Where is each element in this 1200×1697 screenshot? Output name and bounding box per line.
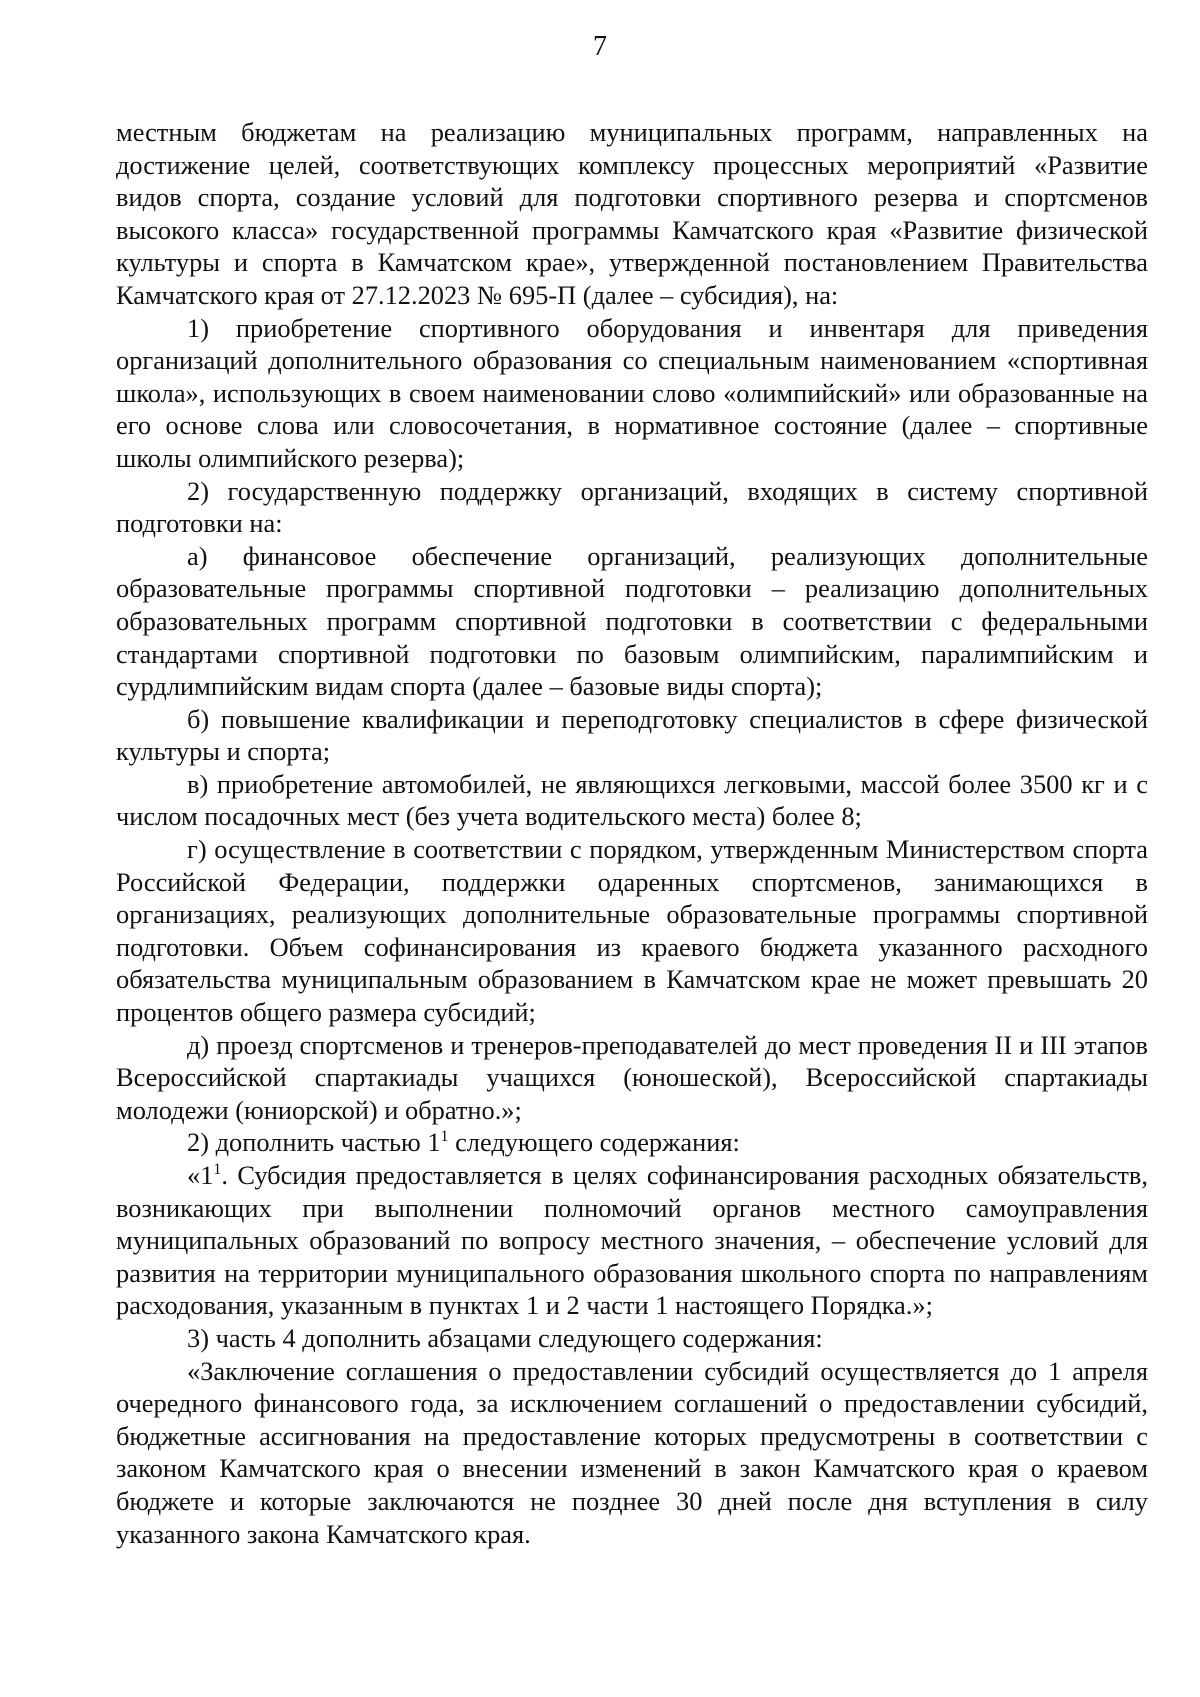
paragraph: [116, 1159, 1148, 1322]
paragraph-text: а) финансовое обеспечение организаций, реализующих дополнительные образовательные программы спортивной подготовки – реализацию дополнительных образовательных программ спортивной подготовки в соответствии с федеральными стандартами спортивной подготовки по базовым олимпийским, паралимпийским и сурдлимпийским видам спорта (далее – базовые виды спорта);: [116, 540, 1148, 702]
paragraph: [116, 703, 1148, 768]
paragraph-text: «Заключение соглашения о предоставлении субсидий осуществляется до 1 апреля очередного финансового года, за исключением соглашений о предоставлении субсидий, бюджетные ассигнования на предоставление которых предусмотрены в соответствии с законом Камчатского края о внесении изменений в закон Камчатского края о краевом бюджете и которые заключаются не позднее 30 дней после дня вступления в силу указанного закона Камчатского края.: [116, 1355, 1148, 1549]
paragraph: [116, 116, 1148, 312]
paragraph-text: 1) приобретение спортивного оборудования и инвентаря для приведения организаций дополнительного образования со специальным наименованием «спортивная школа», использующих в своем наименовании слово «олимпийский» или образованные на его основе слова или словосочетания, в нормативное состояние (далее – спортивные школы олимпийского резерва);: [116, 312, 1148, 473]
paragraph-text: в) приобретение автомобилей, не являющихся легковыми, массой более 3500 кг и с числом посадочных мест (без учета водительского места) более 8;: [116, 768, 1148, 832]
paragraph-text: «1: [187, 1160, 214, 1190]
paragraph: [116, 1029, 1148, 1127]
paragraph: [116, 475, 1148, 540]
superscript-text: 1: [440, 1128, 449, 1146]
page-number: 7: [593, 31, 607, 62]
paragraph: [116, 833, 1148, 1029]
paragraph-text: следующего содержания:: [448, 1127, 740, 1158]
paragraph-text: г) осуществление в соответствии с порядком, утвержденным Министерством спорта Российской Федерации, поддержки одаренных спортсменов, занимающихся в организациях, реализующих дополнительные образовательные программы спортивной подготовки. Объем софинансирования из краевого бюджета указанного расходного обязательства муниципальным образованием в Камчатском крае не может превышать 20 процентов общего размера субсидий;: [116, 834, 1148, 1028]
paragraph-text: . Субсидия предоставляется в целях софинансирования расходных обязательств, возникающих при выполнении полномочий органов местного самоуправления муниципальных образований по вопросу местного значения, – обеспечение условий для развития на территории муниципального образования школьного спорта по направлениям расходования, указанным в пунктах 1 и 2 части 1 настоящего Порядка.»;: [116, 1160, 1148, 1321]
paragraph-text: местным бюджетам на реализацию муниципальных программ, направленных на достижение целей, соответствующих комплексу процессных мероприятий «Развитие видов спорта, создание условий для подготовки спортивного резерва и спортсменов высокого класса» государственной программы Камчатского края «Развитие физической культуры и спорта в Камчатском крае», утвержденной постановлением Правительства Камчатского края от 27.12.2023 № 695-П (далее – субсидия), на:: [116, 117, 1148, 310]
paragraph-text: 3) часть 4 дополнить абзацами следующего содержания:: [187, 1322, 823, 1353]
document-body: [116, 116, 1148, 1550]
paragraph: [116, 540, 1148, 703]
paragraph: [116, 312, 1148, 475]
paragraph: [116, 768, 1148, 833]
paragraph: [116, 1322, 1148, 1355]
paragraph: [116, 1126, 1148, 1159]
paragraph-text: д) проезд спортсменов и тренеров-преподавателей до мест проведения II и III этапов Всероссийской спартакиады учащихся (юношеской), Всероссийской спартакиады молодежи (юниорской) и обратно.»;: [116, 1029, 1148, 1125]
superscript-text: 1: [213, 1161, 222, 1179]
paragraph-text: 2) дополнить частью 1: [187, 1127, 441, 1158]
paragraph-text: б) повышение квалификации и переподготовку специалистов в сфере физической культуры и спорта;: [116, 703, 1148, 767]
paragraph-text: 2) государственную поддержку организаций, входящих в систему спортивной подготовки на:: [116, 475, 1148, 539]
paragraph: [116, 1355, 1148, 1551]
